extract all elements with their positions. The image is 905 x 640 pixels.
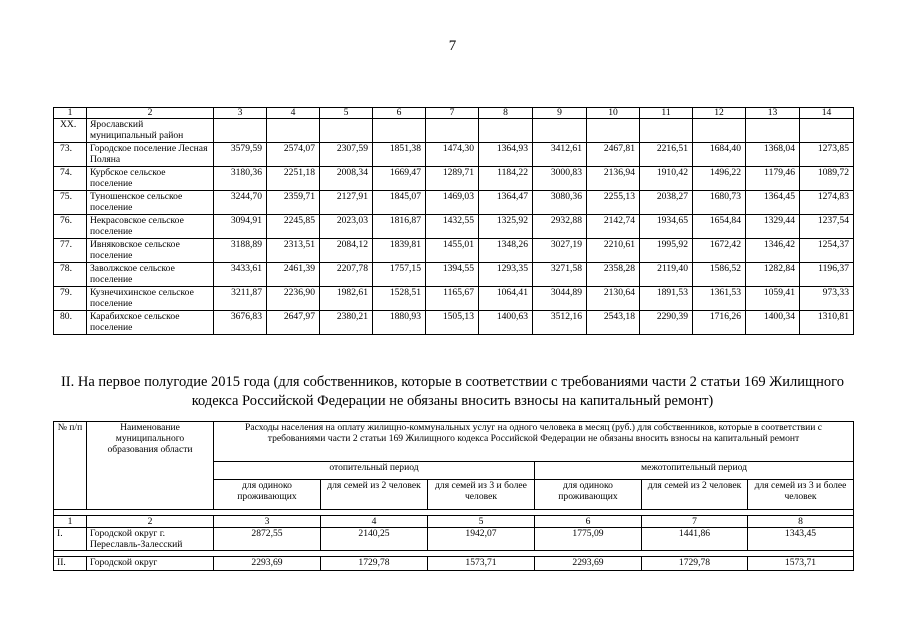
value-cell: 2293,69	[535, 557, 642, 571]
value-cell: 2023,03	[320, 215, 373, 239]
value-cell: 2207,78	[320, 263, 373, 287]
row-index: II.	[54, 557, 87, 571]
column-number: 8	[479, 108, 533, 119]
municipality-name: Городской округ г. Переславль-Залесский	[87, 528, 214, 551]
value-cell: 1474,30	[426, 143, 479, 167]
value-cell: 3027,19	[533, 239, 587, 263]
value-cell: 1237,54	[800, 215, 854, 239]
value-cell: 1982,61	[320, 287, 373, 311]
value-cell: 1816,87	[373, 215, 426, 239]
municipality-name: Кузнечихинское сельское поселение	[87, 287, 214, 311]
column-number: 1	[54, 516, 87, 528]
value-cell: 1716,26	[693, 311, 746, 335]
row-index: 74.	[54, 167, 87, 191]
row-index: 79.	[54, 287, 87, 311]
value-cell: 2255,13	[587, 191, 640, 215]
value-cell: 2127,91	[320, 191, 373, 215]
column-number: 11	[640, 108, 693, 119]
value-cell: 1179,46	[746, 167, 800, 191]
value-cell: 1064,41	[479, 287, 533, 311]
value-cell: 1274,83	[800, 191, 854, 215]
value-cell	[267, 119, 320, 143]
value-cell: 2932,88	[533, 215, 587, 239]
value-cell: 1343,45	[748, 528, 854, 551]
value-cell: 1729,78	[321, 557, 428, 571]
value-cell: 1684,40	[693, 143, 746, 167]
column-number: 13	[746, 108, 800, 119]
value-cell: 2140,25	[321, 528, 428, 551]
municipality-name: Ярославский муниципальный район	[87, 119, 214, 143]
header-family-3: для семей из 3 и более человек	[748, 480, 854, 510]
column-number: 3	[214, 516, 321, 528]
municipality-name: Заволжское сельское поселение	[87, 263, 214, 287]
value-cell: 2380,21	[320, 311, 373, 335]
value-cell: 1348,26	[479, 239, 533, 263]
municipality-name: Городской округ	[87, 557, 214, 571]
table-row	[54, 143, 854, 167]
column-number: 10	[587, 108, 640, 119]
value-cell: 1361,53	[693, 287, 746, 311]
value-cell: 1845,07	[373, 191, 426, 215]
header-expenses: Расходы населения на оплату жилищно-коммунальных услуг на одного человека в месяц (руб.) для собственников, которые в соответствии с требованиями части 2 статьи 169 Жилищного кодекса Российской Федерации не обязаны вносить взносы на капитальный ремонт	[214, 422, 854, 462]
value-cell	[533, 119, 587, 143]
value-cell: 1729,78	[642, 557, 748, 571]
column-number: 2	[87, 516, 214, 528]
value-cell	[320, 119, 373, 143]
value-cell: 1165,67	[426, 287, 479, 311]
value-cell: 1273,85	[800, 143, 854, 167]
municipality-name: Курбское сельское поселение	[87, 167, 214, 191]
value-cell: 1089,72	[800, 167, 854, 191]
header-single: для одиноко проживающих	[535, 480, 642, 510]
column-number: 5	[428, 516, 535, 528]
table-row	[54, 191, 854, 215]
value-cell: 3180,36	[214, 167, 267, 191]
value-cell: 1586,52	[693, 263, 746, 287]
municipality-name: Ивняковское сельское поселение	[87, 239, 214, 263]
value-cell: 3094,91	[214, 215, 267, 239]
header-municipality: Наименование муниципального образования области	[87, 422, 214, 510]
municipality-name: Некрасовское сельское поселение	[87, 215, 214, 239]
row-index: 77.	[54, 239, 87, 263]
value-cell: 2136,94	[587, 167, 640, 191]
column-number: 6	[535, 516, 642, 528]
value-cell: 2130,64	[587, 287, 640, 311]
value-cell: 2216,51	[640, 143, 693, 167]
municipal-expenses-table	[53, 107, 854, 335]
value-cell: 1368,04	[746, 143, 800, 167]
row-index: I.	[54, 528, 87, 551]
value-cell: 1329,44	[746, 215, 800, 239]
value-cell: 3271,58	[533, 263, 587, 287]
column-numbering-row	[54, 516, 854, 528]
value-cell: 1364,45	[746, 191, 800, 215]
value-cell: 2358,28	[587, 263, 640, 287]
value-cell: 3188,89	[214, 239, 267, 263]
table-row	[54, 528, 854, 551]
value-cell	[479, 119, 533, 143]
value-cell: 1942,07	[428, 528, 535, 551]
value-cell: 3676,83	[214, 311, 267, 335]
table-header-row	[54, 108, 854, 119]
column-number: 8	[748, 516, 854, 528]
value-cell: 3512,16	[533, 311, 587, 335]
value-cell: 1839,81	[373, 239, 426, 263]
value-cell: 1680,73	[693, 191, 746, 215]
value-cell: 1282,84	[746, 263, 800, 287]
value-cell	[800, 119, 854, 143]
value-cell: 1528,51	[373, 287, 426, 311]
value-cell	[426, 119, 479, 143]
table-row	[54, 239, 854, 263]
column-number: 4	[321, 516, 428, 528]
value-cell: 2210,61	[587, 239, 640, 263]
value-cell: 1394,55	[426, 263, 479, 287]
value-cell: 1455,01	[426, 239, 479, 263]
value-cell	[640, 119, 693, 143]
table-row	[54, 557, 854, 571]
value-cell: 2251,18	[267, 167, 320, 191]
column-number: 6	[373, 108, 426, 119]
value-cell: 973,33	[800, 287, 854, 311]
value-cell: 2307,59	[320, 143, 373, 167]
value-cell: 1573,71	[428, 557, 535, 571]
value-cell: 2236,90	[267, 287, 320, 311]
table-row	[54, 119, 854, 143]
value-cell: 3000,83	[533, 167, 587, 191]
value-cell: 3433,61	[214, 263, 267, 287]
row-index: 73.	[54, 143, 87, 167]
value-cell: 1184,22	[479, 167, 533, 191]
value-cell: 1325,92	[479, 215, 533, 239]
value-cell: 3579,59	[214, 143, 267, 167]
header-family-2: для семей из 2 человек	[642, 480, 748, 510]
page-number: 7	[448, 38, 457, 54]
value-cell: 2647,97	[267, 311, 320, 335]
value-cell	[693, 119, 746, 143]
value-cell: 2574,07	[267, 143, 320, 167]
owners-expenses-table	[53, 421, 854, 571]
value-cell: 1880,93	[373, 311, 426, 335]
value-cell: 1851,38	[373, 143, 426, 167]
value-cell: 2038,27	[640, 191, 693, 215]
value-cell: 1432,55	[426, 215, 479, 239]
value-cell: 2461,39	[267, 263, 320, 287]
value-cell: 1364,47	[479, 191, 533, 215]
value-cell: 1934,65	[640, 215, 693, 239]
row-index: XX.	[54, 119, 87, 143]
row-index: 76.	[54, 215, 87, 239]
value-cell: 2245,85	[267, 215, 320, 239]
value-cell: 1289,71	[426, 167, 479, 191]
value-cell: 1400,34	[746, 311, 800, 335]
value-cell: 1891,53	[640, 287, 693, 311]
value-cell	[746, 119, 800, 143]
table-row	[54, 167, 854, 191]
value-cell: 3044,89	[533, 287, 587, 311]
table-row	[54, 263, 854, 287]
column-number: 9	[533, 108, 587, 119]
row-index: 75.	[54, 191, 87, 215]
column-number: 7	[426, 108, 479, 119]
header-heating-period: отопительный период	[214, 462, 535, 480]
municipality-name: Туношенское сельское поселение	[87, 191, 214, 215]
value-cell: 1293,35	[479, 263, 533, 287]
value-cell: 2084,12	[320, 239, 373, 263]
value-cell: 2543,18	[587, 311, 640, 335]
value-cell: 2467,81	[587, 143, 640, 167]
table-row	[54, 287, 854, 311]
value-cell: 2142,74	[587, 215, 640, 239]
header-nonheating-period: межотопительный период	[535, 462, 854, 480]
header-family-3: для семей из 3 и более человек	[428, 480, 535, 510]
value-cell: 1441,86	[642, 528, 748, 551]
value-cell: 2290,39	[640, 311, 693, 335]
municipality-name: Городское поселение Лесная Поляна	[87, 143, 214, 167]
column-number: 14	[800, 108, 854, 119]
value-cell: 1310,81	[800, 311, 854, 335]
value-cell: 2008,34	[320, 167, 373, 191]
value-cell: 3244,70	[214, 191, 267, 215]
value-cell: 1346,42	[746, 239, 800, 263]
value-cell: 1059,41	[746, 287, 800, 311]
value-cell: 1672,42	[693, 239, 746, 263]
header-single: для одиноко проживающих	[214, 480, 321, 510]
column-number: 2	[87, 108, 214, 119]
value-cell: 3211,87	[214, 287, 267, 311]
value-cell	[587, 119, 640, 143]
row-index: 78.	[54, 263, 87, 287]
value-cell: 2359,71	[267, 191, 320, 215]
value-cell: 1669,47	[373, 167, 426, 191]
value-cell: 1573,71	[748, 557, 854, 571]
row-index: 80.	[54, 311, 87, 335]
column-number: 12	[693, 108, 746, 119]
value-cell: 1757,15	[373, 263, 426, 287]
value-cell	[214, 119, 267, 143]
section-title: II. На первое полугодие 2015 года (для собственников, которые в соответствии с требованиями части 2 статьи 169 Жилищного кодекса Российской Федерации не обязаны вносить взносы на капитальный ремонт)	[60, 374, 845, 409]
value-cell: 2119,40	[640, 263, 693, 287]
value-cell: 2313,51	[267, 239, 320, 263]
table-row	[54, 311, 854, 335]
column-number: 3	[214, 108, 267, 119]
value-cell: 1496,22	[693, 167, 746, 191]
value-cell: 1910,42	[640, 167, 693, 191]
column-number: 4	[267, 108, 320, 119]
column-number: 1	[54, 108, 87, 119]
value-cell: 1505,13	[426, 311, 479, 335]
table-row	[54, 215, 854, 239]
value-cell: 1364,93	[479, 143, 533, 167]
value-cell: 1469,03	[426, 191, 479, 215]
column-number: 7	[642, 516, 748, 528]
header-number: № п/п	[54, 422, 87, 510]
value-cell: 3080,36	[533, 191, 587, 215]
value-cell: 1196,37	[800, 263, 854, 287]
column-number: 5	[320, 108, 373, 119]
value-cell: 1654,84	[693, 215, 746, 239]
header-family-2: для семей из 2 человек	[321, 480, 428, 510]
value-cell: 3412,61	[533, 143, 587, 167]
municipality-name: Карабихское сельское поселение	[87, 311, 214, 335]
value-cell: 2872,55	[214, 528, 321, 551]
value-cell: 2293,69	[214, 557, 321, 571]
value-cell: 1254,37	[800, 239, 854, 263]
value-cell: 1775,09	[535, 528, 642, 551]
value-cell: 1400,63	[479, 311, 533, 335]
value-cell: 1995,92	[640, 239, 693, 263]
value-cell	[373, 119, 426, 143]
